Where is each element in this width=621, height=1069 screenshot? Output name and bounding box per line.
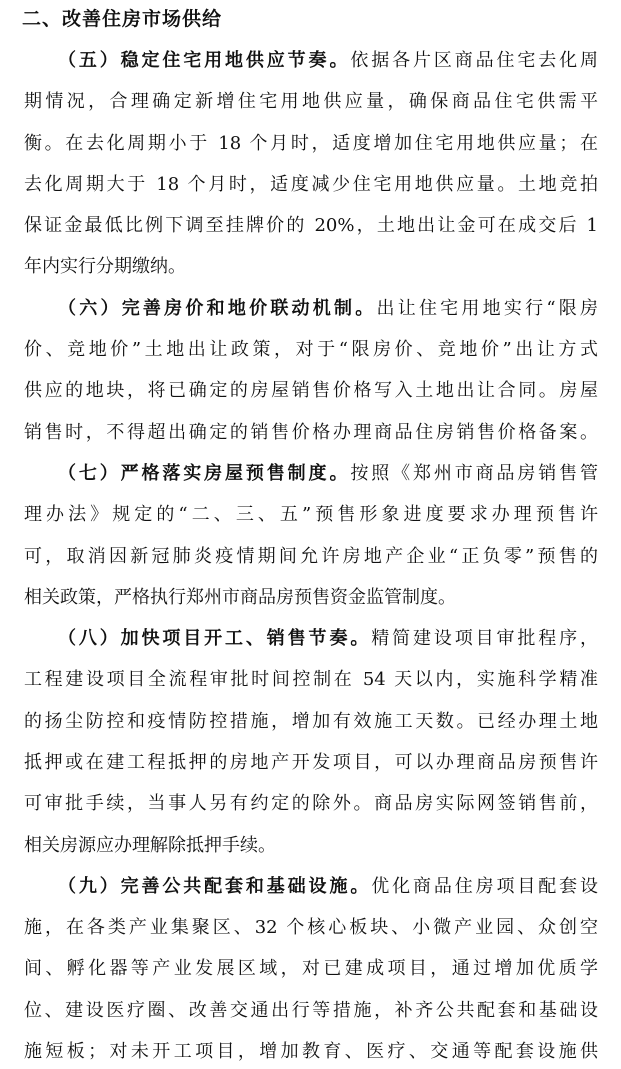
paragraph-text: 施短板；对未开工项目，增加教育、医疗、交通等配套设施供 (24, 1041, 598, 1062)
paragraph-text: 工程建设项目全流程审批时间控制在 54 天以内，实施科学精准 (24, 669, 598, 690)
paragraph-line (24, 209, 598, 243)
paragraph-text: 销售时，不得超出确定的销售价格办理商品住房销售价格备案。 (24, 422, 598, 443)
paragraph-lead: （七）严格落实房屋预售制度。 (58, 463, 351, 484)
paragraph-text: 理办法》规定的“二、三、五”预售形象进度要求办理预售许 (24, 504, 598, 525)
paragraph-text: 的扬尘防控和疫情防控措施，增加有效施工天数。已经办理土地 (24, 711, 598, 732)
paragraph-text: 按照《郑州市商品房销售管 (350, 463, 598, 484)
paragraph-text: 衡。在去化周期小于 18 个月时，适度增加住宅用地供应量；在 (24, 133, 598, 154)
paragraph-text: 可，取消因新冠肺炎疫情期间允许房地产企业“正负零”预售的 (24, 546, 598, 567)
paragraph-text: 抵押或在建工程抵押的房地产开发项目，可以办理商品房预售许 (24, 752, 598, 773)
paragraph-text: 保证金最低比例下调至挂牌价的 20%，土地出让金可在成交后 1 (24, 215, 598, 236)
paragraph-text: 去化周期大于 18 个月时，适度减少住宅用地供应量。土地竞拍 (24, 174, 598, 195)
paragraph-line (24, 581, 598, 615)
paragraph-lead: （九）完善公共配套和基础设施。 (58, 876, 372, 897)
paragraph-text: 年内实行分期缴纳。 (24, 256, 186, 277)
paragraph-line (24, 952, 598, 986)
paragraph-line (24, 498, 598, 532)
paragraph-line (24, 374, 598, 408)
paragraph-text: 相关政策，严格执行郑州市商品房预售资金监管制度。 (24, 587, 456, 608)
paragraph-line (24, 829, 598, 863)
paragraph-text: 依据各片区商品住宅去化周 (350, 50, 598, 71)
paragraph-line (24, 127, 598, 161)
paragraph-line (24, 911, 598, 945)
paragraph-line (24, 540, 598, 574)
paragraph-text: 间、孵化器等产业发展区域，对已建成项目，通过增加优质学 (24, 958, 598, 979)
paragraph-line (24, 705, 598, 739)
paragraph-line (24, 663, 598, 697)
paragraph-text: 位、建设医疗圈、改善交通出行等措施，补齐公共配套和基础设 (24, 1000, 598, 1021)
paragraph-lead: （五）稳定住宅用地供应节奏。 (58, 50, 351, 71)
paragraph-line (58, 870, 598, 904)
paragraph-text: 价、竞地价”土地出让政策，对于“限房价、竞地价”出让方式 (24, 339, 598, 360)
paragraph-line (24, 85, 598, 119)
paragraph-text: 相关房源应办理解除抵押手续。 (24, 835, 276, 856)
paragraph-lead: （六）完善房价和地价联动机制。 (58, 298, 377, 319)
paragraph-lead: （八）加快项目开工、销售节奏。 (58, 628, 372, 649)
paragraph-text: 可审批手续，当事人另有约定的除外。商品房实际网签销售前， (24, 793, 598, 814)
section-heading: 二、改善住房市场供给 (22, 8, 223, 30)
paragraph-line (24, 787, 598, 821)
paragraph-text: 精简建设项目审批程序， (371, 628, 598, 649)
paragraph-line (24, 333, 598, 367)
paragraph-line (24, 416, 598, 450)
paragraph-text: 期情况，合理确定新增住宅用地供应量，确保商品住宅供需平 (24, 91, 598, 112)
paragraph-line (58, 457, 598, 491)
paragraph-text: 优化商品住房项目配套设 (371, 876, 598, 897)
paragraph-text: 施，在各类产业集聚区、32 个核心板块、小微产业园、众创空 (24, 917, 598, 938)
paragraph-text: 供应的地块，将已确定的房屋销售价格写入土地出让合同。房屋 (24, 380, 598, 401)
paragraph-line (58, 622, 598, 656)
paragraph-line (24, 746, 598, 780)
paragraph-line (24, 1035, 598, 1069)
paragraph-text: 出让住宅用地实行“限房 (376, 298, 598, 319)
paragraph-line (24, 250, 598, 284)
paragraph-line (24, 168, 598, 202)
paragraph-line (58, 44, 598, 78)
paragraph-line (24, 994, 598, 1028)
paragraph-line (58, 292, 598, 326)
